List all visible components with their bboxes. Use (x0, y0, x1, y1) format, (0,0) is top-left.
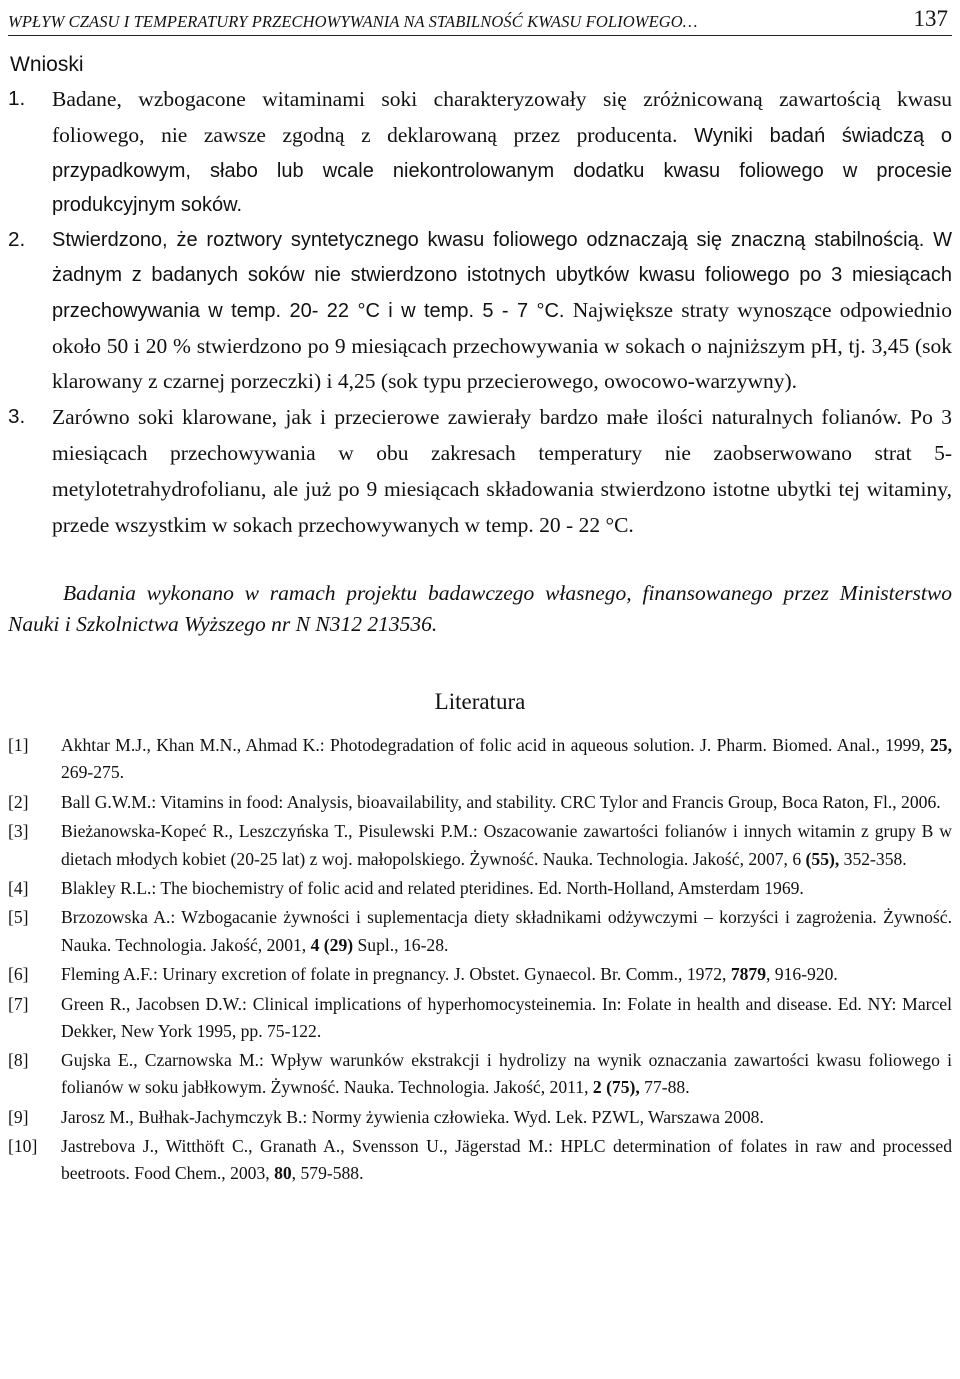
reference-item (8, 818, 952, 872)
reference-item (8, 789, 952, 816)
conclusion-text-part: Po 3 miesiącach przechowywania w obu zakresach temperatury nie zaobserwowano strat 5-metylotetrahydrofolianu, ale już po 9 miesiącach składowania stwierdzono istotne ubytki tej witaminy, przede wszystkim w sokach przechowywanych w temp. 20 - 22 °C. (52, 405, 952, 537)
conclusion-text (52, 400, 952, 543)
reference-text-run: Ball G.W.M.: Vitamins in food: Analysis, bioavailability, and stability. CRC Tylor and Francis Group, Boca Raton, Fl., 2006. (61, 791, 941, 812)
reference-text (61, 732, 952, 786)
reference-item (8, 1133, 952, 1187)
reference-text-run: 352-358. (839, 848, 907, 869)
reference-text (61, 1104, 952, 1131)
literature-heading: Literatura (434, 689, 526, 715)
reference-text-run: , 916-920. (766, 964, 838, 985)
reference-item (8, 961, 952, 988)
reference-text-run: Fleming A.F.: Urinary excretion of folate in pregnancy. J. Obstet. Gynaecol. Br. Comm., 1972, (61, 964, 731, 985)
reference-text-run: Brzozowska A.: Wzbogacanie żywności i suplementacja diety składnikami odżywczymi – korzyści i zagrożenia. Żywność. Nauka. Technologia. Jakość, 2001, (61, 907, 952, 955)
reference-text (61, 875, 952, 902)
reference-number: [10] (8, 1136, 38, 1157)
reference-text (61, 1047, 952, 1101)
reference-item (8, 1047, 952, 1101)
reference-volume: 25, (930, 735, 952, 756)
reference-number: [3] (8, 821, 29, 842)
conclusion-item-2 (8, 223, 952, 400)
reference-list (8, 732, 952, 1187)
reference-text-run: Bieżanowska-Kopeć R., Leszczyńska T., Pisulewski P.M.: Oszacowanie zawartości folianów i innych witamin z grupy B w dietach młodych kobiet (20-25 lat) z woj. małopolskiego. Żywność. Nauka. Technologia. Jakość, 2007, 6 (61, 821, 952, 869)
reference-item (8, 991, 952, 1045)
reference-number: [9] (8, 1106, 29, 1127)
reference-text-run: Green R., Jacobsen D.W.: Clinical implications of hyperhomocysteinemia. In: Folate in health and disease. Ed. NY: Marcel Dekker, New York 1995, pp. 75-122. (61, 993, 952, 1041)
reference-text (61, 818, 952, 872)
reference-text-run: Jarosz M., Bułhak-Jachymczyk B.: Normy żywienia człowieka. Wyd. Lek. PZWL, Warszawa 2008. (61, 1106, 764, 1127)
reference-number: [8] (8, 1050, 29, 1071)
reference-item (8, 1104, 952, 1131)
reference-text-run: , 579-588. (291, 1163, 364, 1184)
reference-item (8, 875, 952, 902)
reference-text-run: Jastrebova J., Witthöft C., Granath A., Svensson U., Jägerstad M.: HPLC determination of folates in raw and processed beetroots. Food Chem., 2003, (61, 1136, 952, 1184)
reference-number: [1] (8, 735, 29, 756)
reference-item (8, 904, 952, 958)
reference-number: [7] (8, 993, 29, 1014)
conclusion-number: 2. (8, 228, 26, 252)
funding-note: Badania wykonano w ramach projektu badawczego własnego, finansowanego przez Ministerstwo Nauki i Szkolnictwa Wyższego nr N N312 213536. (8, 581, 952, 637)
conclusion-text-part: Wyniki badań świadczą o przypadkowym, słabo lub wcale niekontrolowanym dodatku kwasu foliowego w procesie produkcyjnym soków. (52, 124, 952, 217)
conclusion-text-part: Zarówno soki klarowane, jak i przecierowe zawierały bardzo małe ilości naturalnych folianów. (52, 405, 902, 430)
reference-volume: 7879 (730, 964, 766, 985)
conclusions-list (8, 82, 952, 543)
reference-number: [2] (8, 791, 29, 812)
reference-text (61, 789, 952, 816)
running-header (8, 2, 952, 36)
running-title: WPŁYW CZASU I TEMPERATURY PRZECHOWYWANIA NA STABILNOŚĆ KWASU FOLIOWEGO… (8, 12, 698, 31)
reference-text-run: Supl., 16-28. (353, 934, 449, 955)
reference-volume: 80 (274, 1163, 292, 1184)
conclusion-text (52, 82, 952, 223)
conclusion-item-3 (8, 400, 952, 543)
reference-text (61, 961, 952, 988)
reference-text-run: Gujska E., Czarnowska M.: Wpływ warunków ekstrakcji i hydrolizy na wynik oznaczania zawartości kwasu foliowego i folianów w soku jabłkowym. Żywność. Nauka. Technologia. Jakość, 2011, (61, 1050, 952, 1098)
conclusion-number: 1. (8, 87, 26, 110)
conclusion-text (52, 223, 952, 400)
reference-volume: 2 (75), (592, 1077, 640, 1098)
reference-volume: (55), (805, 848, 840, 869)
conclusion-item-1 (8, 82, 952, 223)
conclusions-heading: Wnioski (10, 53, 84, 76)
conclusion-text-part: Badane, wzbogacone witaminami soki charakteryzowały się zróżnicowaną zawartością kwasu foliowego, nie zawsze zgodną z deklarowaną przez producenta. (52, 87, 952, 147)
reference-item (8, 732, 952, 786)
conclusion-number: 3. (8, 405, 26, 429)
reference-text-run: Akhtar M.J., Khan M.N., Ahmad K.: Photodegradation of folic acid in aqueous solution. J. Pharm. Biomed. Anal., 1999, (61, 735, 930, 756)
reference-number: [5] (8, 907, 29, 928)
reference-text-run: 77-88. (639, 1077, 690, 1098)
reference-number: [6] (8, 964, 29, 985)
page-number: 137 (913, 6, 948, 31)
conclusion-text-part: Największe straty wynoszące odpowiednio około 50 i 20 % stwierdzono po 9 miesiącach przechowywania w sokach o najniższym pH, tj. 3,45 (sok klarowany z czarnej porzeczki) i 4,25 (sok typu przecierowego, owocowo-warzywny). (52, 297, 952, 394)
reference-text-run: Blakley R.L.: The biochemistry of folic acid and related pteridines. Ed. North-Holland, Amsterdam 1969. (61, 878, 804, 898)
reference-text-run: 269-275. (61, 762, 125, 783)
conclusion-text-part: Stwierdzono, że roztwory syntetycznego kwasu foliowego odznaczają się znaczną stabilnością. W żadnym z badanych soków nie stwierdzono istotnych ubytków kwasu foliowego po 3 miesiącach przechowywania w temp. 20- 22 °C i w temp. 5 - 7 °C. (52, 229, 952, 322)
reference-text (61, 991, 952, 1045)
reference-volume: 4 (29) (310, 934, 354, 955)
reference-text (61, 1133, 952, 1187)
reference-number: [4] (8, 878, 29, 898)
reference-text (61, 904, 952, 958)
